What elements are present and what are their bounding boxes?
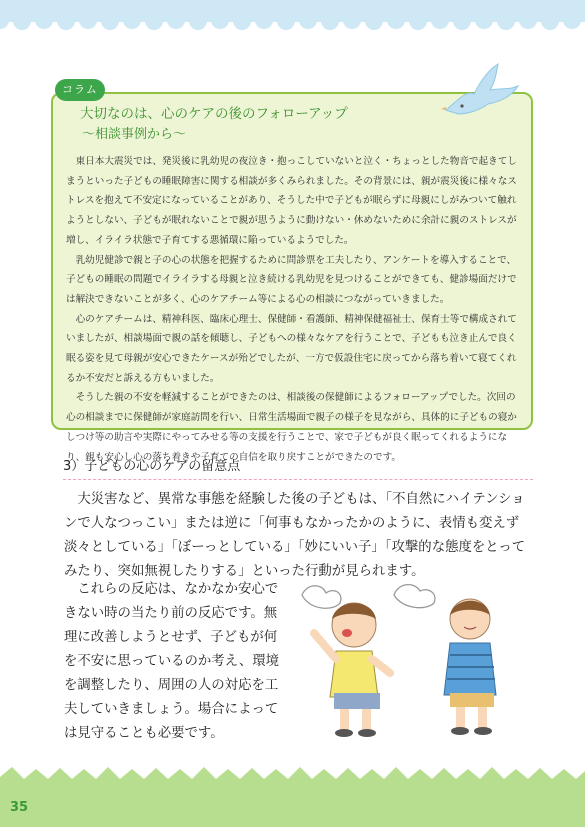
column-paragraph: そうした親の不安を軽減することができたのは、相談後の保健師によるフォローアップでした。次回の心の相談までに保健師が家庭訪問を行い、日常生活場面で親子の様子を見ながら、具体的に子どもの寝かしつけ等の助言や実際にやってみせる等の支援を行うことで、家で子どもが良く眠ってくれるようになり、親も安心し心の落ち着きや子育ての自信を取り戻すことができたのです。 [66,392,517,463]
section-divider [63,479,533,480]
column-body [66,152,522,467]
bird-illustration [440,60,520,122]
column-subtitle: 〜相談事例から〜 [82,127,187,142]
top-cloud-band [0,0,585,30]
bottom-grass-band [0,763,585,827]
column-title: 大切なのは、心のケアの後のフォローアップ [80,106,348,122]
column-paragraph: 乳幼児健診で親と子の心の状態を把握するために問診票を工夫したり、アンケートを導入することで、子どもの睡眠の問題でイライラする母親と泣き続ける乳幼児を見つけることができても、健診場面だけでは解決できないことが多く、心のケアチーム等による心の相談につながっていきました。 [66,254,517,305]
section-heading: 3）子どもの心のケアの留意点 [63,459,241,474]
column-tag: コラム [55,79,105,101]
column-paragraph: 心のケアチームは、精神科医、臨床心理士、保健師・看護師、精神保健福祉士、保育士等で構成されていましたが、相談場面で親の話を傾聴し、子どもへの様々なケアを行うことで、子どもも泣き止んで良く眠る姿を見て母親が安心できたケースが殆どでしたが、一方で仮設住宅に戻ってから落ち着いて寝てくれるか不安だと訴える方もいました。 [66,313,517,384]
children-illustration [292,575,537,740]
page-number: 35 [10,800,29,815]
section-paragraph-2: これらの反応は、なかなか安心できない時の当たり前の反応です。無理に改善しようとせず、子どもが何を不安に思っているのか考え、環境を調整したり、周囲の人の対応を工夫していきましょう。場合によっては見守ることも必要です。 [64,582,280,741]
section-paragraph-1: 大災害など、異常な事態を経験した後の子どもは、「不自然にハイテンションで人なつっこい」または逆に「何事もなかったかのように、表情も変えず淡々としている」「ぼーっとしている」「妙にいい子」「攻撃的な態度をとってみたり、突如無視したりする」といった行動が見られます。 [64,492,526,579]
column-paragraph: 東日本大震災では、発災後に乳幼児の夜泣き・抱っこしていないと泣く・ちょっとした物音で起きてしまうといった子どもの睡眠障害に関する相談が多くみられました。その背景には、親が震災後に様々なストレスを抱えて不安定になっていることがあり、そうした中で子どもが眠らずに母親にしがみついて触れようとしない、子どもが眠れないことで親が思うように動けない・休めないために余計に親のストレスが増し、イライラ状態で子育てする悪循環に陥っているようでした。 [66,156,517,246]
